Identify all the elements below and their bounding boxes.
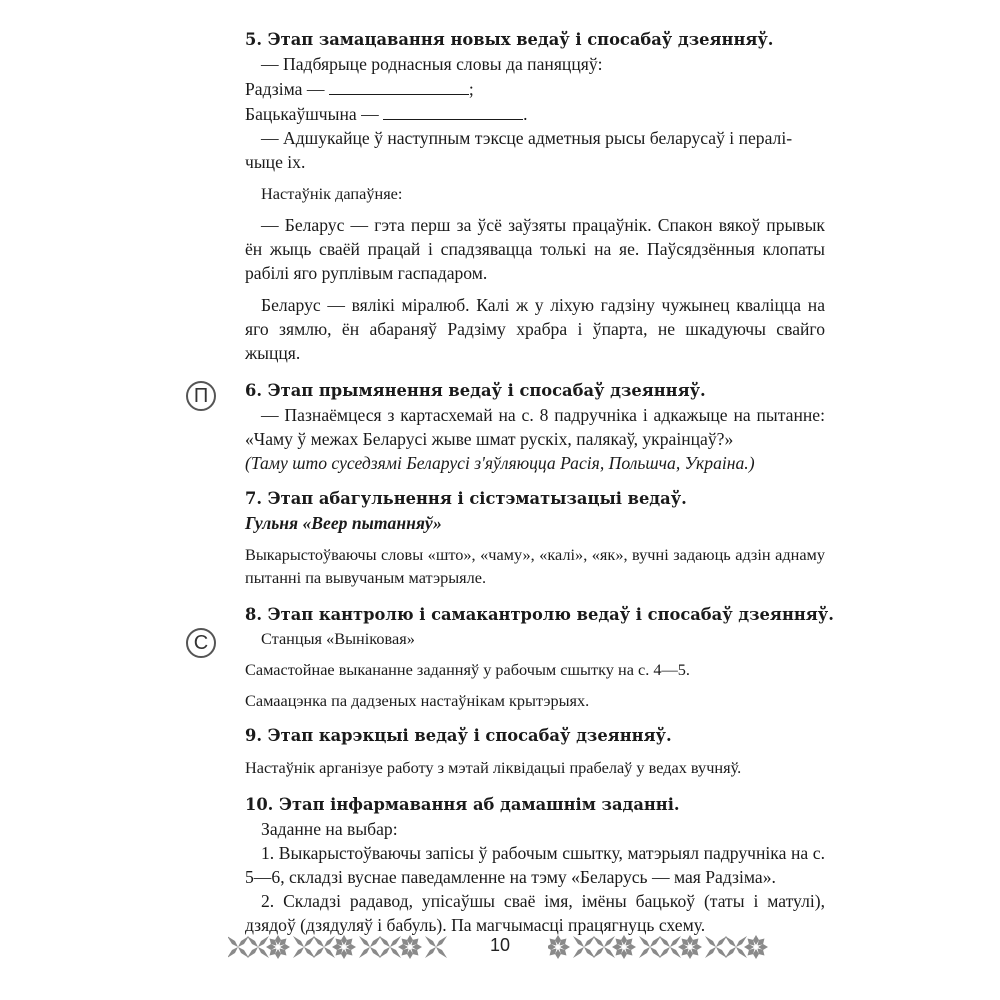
folk-ornament-icon — [228, 932, 452, 962]
s5-word1: Радзіма — — [245, 79, 325, 99]
s5-task1: — Падбярыце роднасныя словы да паняццяў: — [261, 54, 603, 74]
ornament-cross — [705, 936, 727, 958]
s6-answer: (Таму што суседзямі Беларусі з'яўляюцца Расія, Польшча, Украіна.) — [245, 453, 755, 473]
ornament-cross — [379, 936, 401, 958]
ornament-flower — [678, 935, 702, 959]
ornament-cross — [425, 936, 447, 958]
s5-task2-line2: чыце іх. — [245, 152, 306, 172]
ornament-cross — [313, 936, 335, 958]
s10-item-1: 1. Выкарыстоўваючы запісы ў рабочым сшытку, матэрыял падручніка на с. 5—6, складзі вуснае паведамленне на тэму «Беларусь — мая Радзіма». — [245, 843, 825, 887]
ornament-flower — [744, 935, 768, 959]
s10-item-2: 2. Складзі радавод, упісаўшы сваё імя, імёны бацькоў (таты і матулі), дзядоў (дзядуляў і бабуль). Па магчымасці працягнуць схему. — [245, 891, 825, 935]
ornament-cross — [659, 936, 681, 958]
page-content — [245, 28, 834, 937]
section-5-heading: 5. Этап замацавання новых ведаў і спосабаў дзеянняў. — [245, 30, 774, 49]
s5-word2-end: . — [523, 104, 528, 124]
s5-word2-blank — [383, 101, 523, 120]
section-marker-s: С — [186, 628, 216, 658]
ornament-flower — [266, 935, 290, 959]
section-8-heading: 8. Этап кантролю і самакантролю ведаў і спосабаў дзеянняў. — [245, 605, 834, 624]
s5-teacher-note: Настаўнік дапаўняе: — [261, 184, 403, 203]
ornament-cross — [573, 936, 595, 958]
s8-line1: Самастойнае выкананне заданняў у рабочым сшытку на с. 4—5. — [245, 660, 690, 679]
section-6-heading: 6. Этап прымянення ведаў і спосабаў дзеянняў. — [245, 381, 706, 400]
ornament-cross — [359, 936, 381, 958]
ornament-cross — [228, 936, 249, 958]
ornament-flower — [548, 935, 570, 959]
s5-paragraph-2: Беларус — вялікі міралюб. Калі ж у ліхую гадзіну чужынец кваліцца на яго зямлю, ён абараняў Радзіму храбра і ўпарта, не шкадуючы свайго жыцця. — [245, 295, 825, 363]
s5-word2: Бацькаўшчына — — [245, 104, 379, 124]
ornament-flower — [398, 935, 422, 959]
s5-paragraph-1: — Беларус — гэта перш за ўсё заўзяты працаўнік. Спакон вякоў прывык ён жыць сваёй працай і спадзявацца толькі на яе. Паўсядзённыя клопаты рабілі яго руплівым гаспадаром. — [245, 215, 825, 283]
s5-word1-line — [245, 76, 825, 101]
section-9-heading: 9. Этап карэкцыі ведаў і спосабаў дзеянняў. — [245, 726, 672, 745]
s5-word2-line — [245, 101, 825, 126]
folk-ornament-icon — [548, 932, 772, 962]
ornament-cross — [639, 936, 661, 958]
ornament-cross — [725, 936, 747, 958]
s5-word1-end: ; — [468, 79, 474, 99]
ornament-flower — [612, 935, 636, 959]
s10-choice: Заданне на выбар: — [261, 819, 398, 839]
s5-task2-line1: — Адшукайце ў наступным тэксце адметныя рысы беларусаў і пералі- — [261, 128, 793, 148]
ornament-cross — [293, 936, 315, 958]
page-number: 10 — [489, 935, 511, 955]
section-7-heading: 7. Этап абагульнення і сістэматызацыі ведаў. — [245, 489, 687, 508]
s8-line2: Самаацэнка па дадзеных настаўнікам крытэрыях. — [245, 691, 590, 710]
s6-task: — Пазнаёмцеся з картасхемай на с. 8 падручніка і адкажыце на пытанне: «Чаму ў межах Беларусі жыве шмат рускіх, палякаў, украінцаў?» — [245, 405, 825, 449]
ornament-cross — [247, 936, 269, 958]
ornament-cross — [593, 936, 615, 958]
ornament-flower — [332, 935, 356, 959]
s8-station: Станцыя «Выніковая» — [261, 629, 415, 648]
section-10-heading: 10. Этап інфармавання аб дамашнім заданні. — [245, 795, 680, 814]
page-footer — [0, 928, 1000, 968]
s9-text: Настаўнік арганізуе работу з мэтай ліквідацыі прабелаў у ведах вучняў. — [245, 758, 742, 777]
section-marker-p: П — [186, 381, 216, 411]
s5-word1-blank — [329, 76, 469, 95]
s7-text: Выкарыстоўваючы словы «што», «чаму», «калі», «як», вучні задаюць адзін аднаму пытанні па вывучаным матэрыяле. — [245, 545, 825, 587]
s7-game-title: Гульня «Веер пытанняў» — [245, 513, 442, 533]
